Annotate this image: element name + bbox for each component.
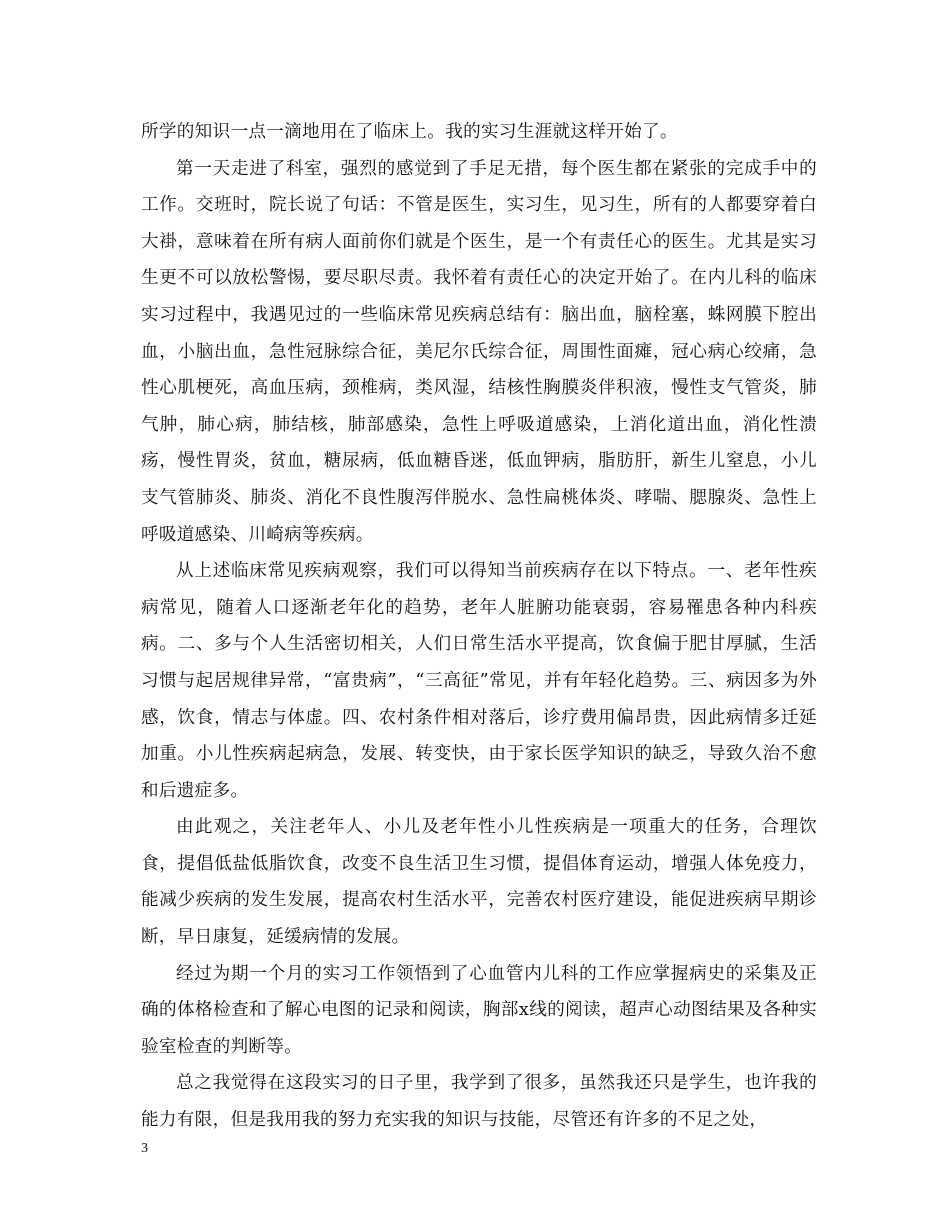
page-number: 3 [141, 1141, 148, 1156]
paragraph-first-day: 第一天走进了科室，强烈的感觉到了手足无措，每个医生都在紧张的完成手中的工作。交班时，院长说了句话：不管是医生，实习生，见习生，所有的人都要穿着白大褂，意味着在所有病人面前你们就是个医生，是一个有责任心的医生。尤其是实习生更不可以放松警惕，要尽职尽责。我怀着有责任心的决定开始了。在内儿科的临床实习过程中，我遇见过的一些临床常见疾病总结有：脑出血，脑栓塞，蛛网膜下腔出血，小脑出血，急性冠脉综合征，美尼尔氏综合征，周围性面瘫，冠心病心绞痛，急性心肌梗死，高血压病，颈椎病，类风湿，结核性胸膜炎伴积液，慢性支气管炎，肺气肿，肺心病，肺结核，肺部感染，急性上呼吸道感染，上消化道出血，消化性溃疡，慢性胃炎，贫血，糖尿病，低血糖昏迷，低血钾病，脂肪肝，新生儿窒息，小儿支气管肺炎、肺炎、消化不良性腹泻伴脱水、急性扁桃体炎、哮喘、腮腺炎、急性上呼吸道感染、川崎病等疾病。 [141, 158, 817, 545]
paragraph-continuation: 所学的知识一点一滴地用在了临床上。我的实习生涯就这样开始了。 [141, 122, 678, 142]
body-text [141, 114, 817, 1139]
paragraph-skills-learned: 经过为期一个月的实习工作领悟到了心血管内儿科的工作应掌握病史的采集及正确的体格检查和了解心电图的记录和阅读，胸部x线的阅读，超声心动图结果及各种实验室检查的判断等。 [141, 963, 817, 1057]
paragraph-disease-characteristics: 从上述临床常见疾病观察，我们可以得知当前疾病存在以下特点。一、老年性疾病常见，随着人口逐渐老年化的趋势，老年人脏腑功能衰弱，容易罹患各种内科疾病。二、多与个人生活密切相关，人们日常生活水平提高，饮食偏于肥甘厚腻，生活习惯与起居规律异常，“富贵病”，“三高征”常见，并有年轻化趋势。三、病因多为外感，饮食，情志与体虚。四、农村条件相对落后，诊疗费用偏昂贵，因此病情多迁延加重。小儿性疾病起病急，发展、转变快，由于家长医学知识的缺乏，导致久治不愈和后遗症多。 [141, 561, 817, 801]
paragraph-summary: 总之我觉得在这段实习的日子里，我学到了很多，虽然我还只是学生，也许我的能力有限，但是我用我的努力充实我的知识与技能，尽管还有许多的不足之处， [141, 1073, 817, 1131]
paragraph-recommendations: 由此观之，关注老年人、小儿及老年性小儿性疾病是一项重大的任务，合理饮食，提倡低盐低脂饮食，改变不良生活卫生习惯，提倡体育运动，增强人体免疫力，能减少疾病的发生发展，提高农村生活水平，完善农村医疗建设，能促进疾病早期诊断，早日康复，延缓病情的发展。 [141, 817, 817, 948]
